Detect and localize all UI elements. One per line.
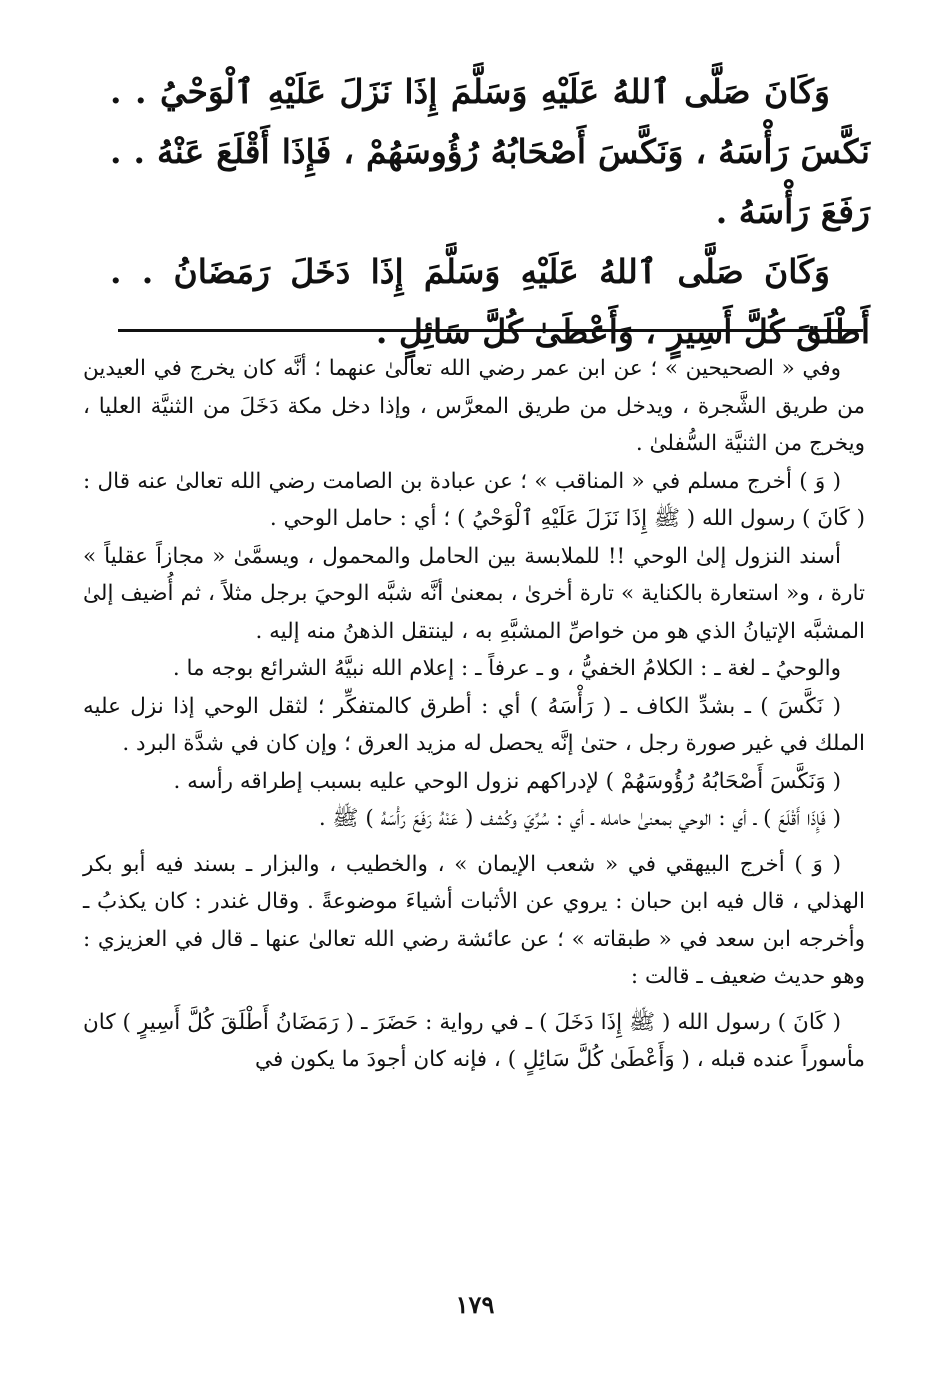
hadith-main-text	[110, 62, 870, 362]
commentary-paragraph: ( وَ ) أخرج البيهقي في « شعب الإيمان » ، والخطيب ، والبزار ـ بسند فيه أبو بكر الهذلي ، قال فيه ابن حبان : يروي عن الأثبات أشياءَ موضوعةً . وقال غندر : كان يكذبُ ـ وأخرجه ابن سعد في « طبقاته » ؛ عن عائشة رضي الله تعالىٰ عنها ـ قال في العزيزي : وهو حديث ضعيف ـ قالت :	[83, 851, 865, 989]
commentary-paragraph: ( فَإِذَا أَقْلَعَ ) ـ أي : الوحي بمعنىٰ حامله ـ أي : سُرِّيَ وكُشف ( عَنْهُ رَفَعَ رَأْسَهُ ) ﷺ .	[318, 806, 841, 831]
commentary-paragraph: أسند النزول إلىٰ الوحي !! للملابسة بين الحامل والمحمول ، ويسمَّىٰ « مجازاً عقلياً » تارة ، و« استعارة بالكناية » تارة أخرىٰ ، بمعنىٰ أنَّه شبَّه الوحيَ برجل مثلاً ، ثم أُضيف إلىٰ المشبَّه الإتيانُ الذي هو من خواصِّ المشبَّهِ به ، لينتقل الذهنُ منه إليه .	[83, 543, 865, 644]
commentary-paragraph: ( كَانَ ) رسول الله ( ﷺ إِذَا دَخَلَ ) ـ في رواية : حَضَرَ ـ ( رَمَضَانُ أَطْلَقَ كُلَّ أَسِيرٍ ) كان مأسوراً عنده قبله ، ( وَأَعْطَىٰ كُلَّ سَائِلٍ ) ، فإنه كان أجودَ ما يكون في	[83, 1009, 865, 1072]
hadith-paragraph-2: وَكَانَ صَلَّى ٱللهُ عَلَيْهِ وَسَلَّمَ إِذَا دَخَلَ رَمَضَانُ . . أَطْلَقَ كُلَّ أَسِيرٍ ، وَأَعْطَىٰ كُلَّ سَائِلٍ .	[110, 252, 870, 351]
hadith-paragraph-1: وَكَانَ صَلَّى ٱللهُ عَلَيْهِ وَسَلَّمَ إِذَا نَزَلَ عَلَيْهِ ٱلْوَحْيُ . . نَكَّسَ رَأْسَهُ ، وَنَكَّسَ أَصْحَابُهُ رُؤُوسَهُمْ ، فَإِذَا أَقْلَعَ عَنْهُ . . رَفَعَ رَأْسَهُ .	[110, 72, 870, 231]
commentary-text	[83, 350, 865, 1079]
commentary-paragraph: ( وَ ) أخرج مسلم في « المناقب » ؛ عن عبادة بن الصامت رضي الله تعالىٰ عنه قال : ( كَانَ ) رسول الله ( ﷺ إِذَا نَزَلَ عَلَيْهِ ٱلْوَحْيُ ) ؛ أي : حامل الوحي .	[83, 468, 865, 531]
page-number: ١٧٩	[455, 1290, 495, 1319]
commentary-paragraph: ( نَكَّسَ ) ـ بشدِّ الكاف ـ ( رَأْسَهُ ) أي : أطرق كالمتفكِّر ؛ لثقل الوحي إذا نزل عليه الملك في غير صورة رجل ، حتىٰ إنَّه يحصل له مزيد العرق ؛ وإن كان في شدَّة البرد .	[83, 693, 865, 756]
commentary-paragraph: والوحيُ ـ لغة ـ : الكلامُ الخفيُّ ، و ـ عرفاً ـ : إعلام الله نبيَّهُ الشرائع بوجه ما .	[172, 656, 841, 681]
section-divider	[118, 329, 863, 332]
commentary-paragraph: ( وَنَكَّسَ أَصْحَابُهُ رُؤُوسَهُمْ ) لإدراكهم نزول الوحي عليه بسبب إطراقه رأسه .	[173, 768, 841, 794]
commentary-paragraph: وفي « الصحيحين » ؛ عن ابن عمر رضي الله تعالىٰ عنهما ؛ أنَّه كان يخرج في العيدين من طريق الشَّجرة ، ويدخل من طريق المعرَّس ، وإذا دخل مكة دَخَلَ من الثنيَّة العليا ، ويخرج من الثنيَّة السُّفلىٰ .	[83, 356, 865, 456]
